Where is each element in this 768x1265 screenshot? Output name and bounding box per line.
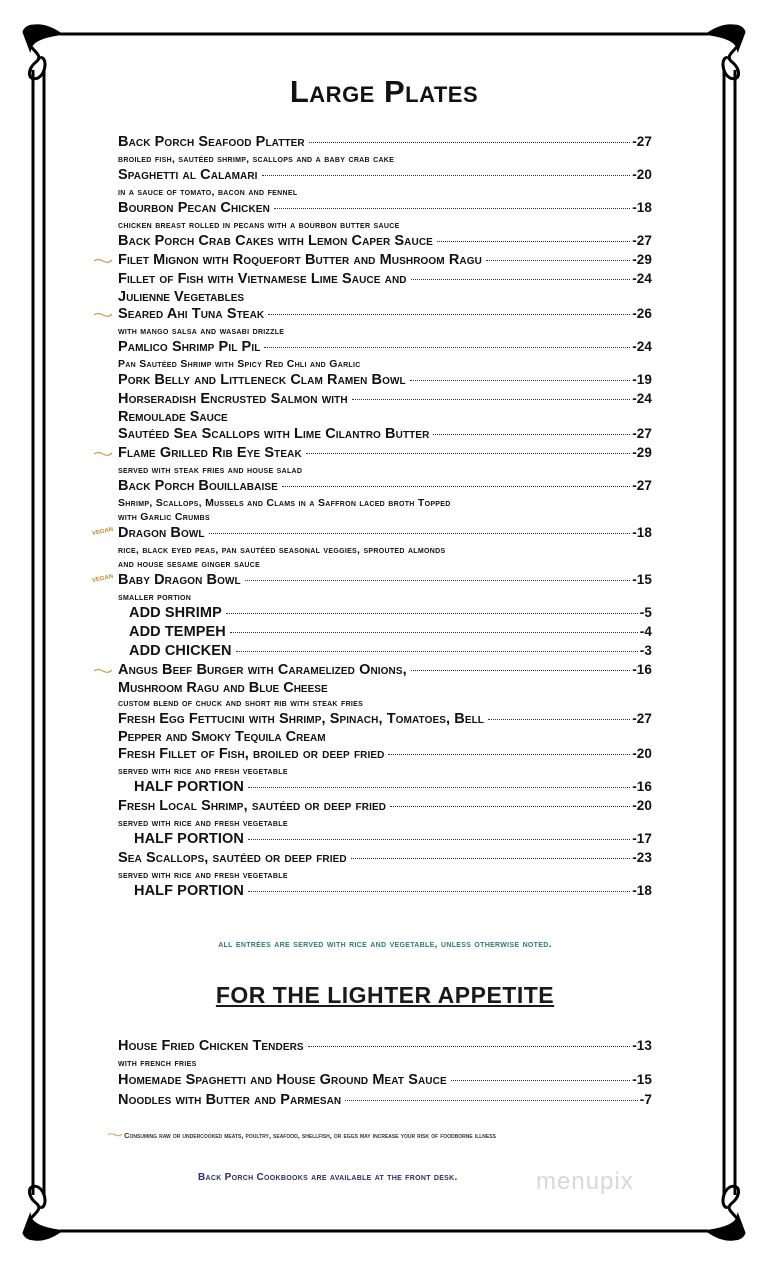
item-price: -29 (632, 445, 652, 460)
menu-item (118, 850, 652, 882)
cookbooks-note: Back Porch Cookbooks are available at the front desk. (198, 1172, 458, 1183)
item-name-continued: Mushroom Ragu and Blue Cheese (118, 680, 328, 696)
menu-item (118, 200, 652, 232)
item-description: in a sauce of tomato, bacon and fennel (118, 186, 298, 198)
dot-leader (410, 380, 630, 381)
item-description: Pan Sautéed Shrimp with Spicy Red Chli and Garlic (118, 358, 361, 370)
item-name: ADD SHRIMP (129, 605, 222, 621)
menu-item (118, 883, 652, 901)
item-price: -16 (632, 779, 652, 794)
item-name: Bourbon Pecan Chicken (118, 200, 270, 216)
item-price: -5 (639, 605, 652, 620)
large-plates-list (91, 134, 652, 902)
item-name: Sautéed Sea Scallops with Lime Cilantro Butter (118, 426, 430, 442)
menu-item (118, 605, 652, 623)
item-price: -20 (632, 798, 652, 813)
dot-leader (248, 839, 630, 840)
item-description: Shrimp, Scallops, Mussels and Clams in a Saffron laced broth Topped (118, 497, 451, 509)
item-name: Back Porch Crab Cakes with Lemon Caper Sauce (118, 233, 433, 249)
vegan-badge: VEGAN (91, 526, 114, 538)
item-name: Dragon Bowl (118, 525, 205, 541)
menu-item (118, 798, 652, 830)
dot-leader (411, 279, 631, 280)
menu-item (118, 167, 652, 199)
dot-leader (411, 670, 630, 671)
menu-item (118, 624, 652, 642)
item-price: -17 (632, 831, 652, 846)
item-price: -16 (632, 662, 652, 677)
dot-leader (236, 651, 638, 652)
item-name: Pork Belly and Littleneck Clam Ramen Bowl (118, 372, 406, 388)
item-name-continued: Pepper and Smoky Tequila Cream (118, 729, 326, 745)
lighter-appetite-list (118, 1038, 652, 1112)
dot-leader (309, 142, 630, 143)
item-description: served with rice and fresh vegetable (118, 817, 288, 829)
dot-leader (433, 434, 630, 435)
item-name: Baby Dragon Bowl (118, 572, 241, 588)
item-name: HALF PORTION (134, 831, 244, 847)
item-description: custom blend of chuck and short rib with steak fries (118, 697, 364, 709)
dot-leader (274, 208, 630, 209)
menu-item (118, 779, 652, 797)
menu-item (118, 339, 652, 371)
item-name: Spaghetti al Calamari (118, 167, 258, 183)
item-name: Fresh Fillet of Fish, broiled or deep fried (118, 746, 385, 762)
item-name-continued: Julienne Vegetables (118, 289, 245, 305)
item-price: -26 (632, 306, 652, 321)
dot-leader (268, 314, 630, 315)
item-name: Fillet of Fish with Vietnamese Lime Sauce and (118, 271, 407, 287)
item-name: Fresh Local Shrimp, sautéed or deep fried (118, 798, 387, 814)
dot-leader (352, 399, 631, 400)
item-price: -4 (639, 624, 652, 639)
item-price: -23 (632, 850, 652, 865)
dot-leader (486, 260, 630, 261)
dot-leader (308, 1046, 631, 1047)
item-price: -19 (632, 372, 652, 387)
entree-note: all entrées are served with rice and vegetable, unless otherwise noted. (218, 938, 552, 950)
foodborne-warning (108, 1131, 648, 1140)
item-name: HALF PORTION (134, 779, 244, 795)
menu-item (118, 643, 652, 661)
item-name: Sea Scallops, sautéed or deep fried (118, 850, 347, 866)
item-name: Filet Mignon with Roquefort Butter and Mushroom Ragu (118, 252, 482, 268)
menu-item (118, 1072, 652, 1090)
item-price: -20 (632, 746, 652, 761)
menu-item (118, 711, 652, 745)
menu-item (118, 1038, 652, 1070)
item-price: -3 (639, 643, 652, 658)
menu-item (118, 746, 652, 778)
item-price: -29 (632, 252, 652, 267)
dot-leader (306, 453, 630, 454)
item-price: -18 (632, 525, 652, 540)
item-price: -27 (632, 426, 652, 441)
dot-leader (345, 1100, 638, 1101)
item-price: -15 (632, 1072, 652, 1087)
dot-leader (245, 580, 630, 581)
menu-item (118, 445, 652, 477)
dot-leader (248, 787, 630, 788)
dot-leader (248, 891, 630, 892)
item-price: -7 (639, 1092, 652, 1107)
dot-leader (351, 858, 630, 859)
menu-item (118, 252, 652, 270)
menu-item (118, 233, 652, 251)
item-name: Flame Grilled Rib Eye Steak (118, 445, 302, 461)
signature-icon (108, 1132, 122, 1137)
item-description: with Garlic Crumbs (118, 511, 210, 523)
signature-icon (94, 312, 112, 317)
item-description: smaller portion (118, 591, 192, 603)
dot-leader (226, 613, 638, 614)
corner-ornament-icon (24, 26, 60, 79)
item-name: Seared Ahi Tuna Steak (118, 306, 265, 322)
signature-icon (94, 451, 112, 456)
menu-item (118, 478, 652, 524)
menu-item (118, 271, 652, 305)
item-price: -13 (632, 1038, 652, 1053)
dot-leader (264, 347, 630, 348)
section-title-lighter-appetite: FOR THE LIGHTER APPETITE (215, 982, 555, 1008)
item-description: served with rice and fresh vegetable (118, 869, 288, 881)
warning-text: Consuming raw or undercooked meats, poultry, seafood, shellfish, or eggs may increase your risk of foodborne illness (124, 1131, 496, 1140)
item-description: and house sesame ginger sauce (118, 558, 261, 570)
item-price: -27 (632, 478, 652, 493)
item-price: -24 (632, 271, 652, 286)
item-name: Homemade Spaghetti and House Ground Meat Sauce (118, 1072, 447, 1088)
dot-leader (282, 486, 630, 487)
signature-icon (94, 258, 112, 263)
item-name-continued: Remoulade Sauce (118, 409, 228, 425)
item-price: -18 (632, 200, 652, 215)
menu-item (118, 831, 652, 849)
item-price: -15 (632, 572, 652, 587)
page-title: Large Plates (289, 74, 479, 109)
item-description: with mango salsa and wasabi drizzle (118, 325, 285, 337)
menu-item (118, 391, 652, 425)
item-description: chicken breast rolled in pecans with a bourbon butter sauce (118, 219, 400, 231)
item-name: Horseradish Encrusted Salmon with (118, 391, 348, 407)
menu-item (91, 525, 652, 571)
item-name: ADD TEMPEH (129, 624, 226, 640)
dot-leader (230, 632, 638, 633)
item-price: -27 (632, 233, 652, 248)
menu-item (118, 662, 652, 710)
menu-item (118, 1092, 652, 1110)
item-price: -24 (632, 391, 652, 406)
dot-leader (262, 175, 631, 176)
item-name: HALF PORTION (134, 883, 244, 899)
menu-item (118, 134, 652, 166)
item-name: ADD CHICKEN (129, 643, 232, 659)
menu-item (118, 306, 652, 338)
item-description: served with rice and fresh vegetable (118, 765, 288, 777)
item-name: Back Porch Seafood Platter (118, 134, 305, 150)
item-name: Back Porch Bouillabaise (118, 478, 278, 494)
signature-icon (94, 668, 112, 673)
item-description: rice, black eyed peas, pan sautéed seasonal veggies, sprouted almonds (118, 544, 446, 556)
item-price: -18 (632, 883, 652, 898)
item-name: Angus Beef Burger with Caramelized Onions, (118, 662, 407, 678)
dot-leader (451, 1080, 630, 1081)
vegan-badge: VEGAN (91, 573, 114, 585)
item-price: -27 (632, 711, 652, 726)
item-price: -20 (632, 167, 652, 182)
item-description: with french fries (118, 1057, 197, 1069)
dot-leader (488, 719, 630, 720)
item-description: served with steak fries and house salad (118, 464, 303, 476)
menu-item (118, 372, 652, 390)
menu-item (118, 426, 652, 444)
dot-leader (390, 806, 630, 807)
dot-leader (388, 754, 630, 755)
watermark: menupix (536, 1168, 634, 1195)
item-name: Noodles with Butter and Parmesan (118, 1092, 342, 1108)
dot-leader (437, 241, 630, 242)
item-name: Pamlico Shrimp Pil Pil (118, 339, 261, 355)
dot-leader (209, 533, 631, 534)
item-name: Fresh Egg Fettucini with Shrimp, Spinach, Tomatoes, Bell (118, 711, 485, 727)
menu-item (91, 572, 652, 604)
item-description: broiled fish, sautéed shrimp, scallops and a baby crab cake (118, 153, 395, 165)
item-price: -24 (632, 339, 652, 354)
item-name: House Fried Chicken Tenders (118, 1038, 304, 1054)
item-price: -27 (632, 134, 652, 149)
